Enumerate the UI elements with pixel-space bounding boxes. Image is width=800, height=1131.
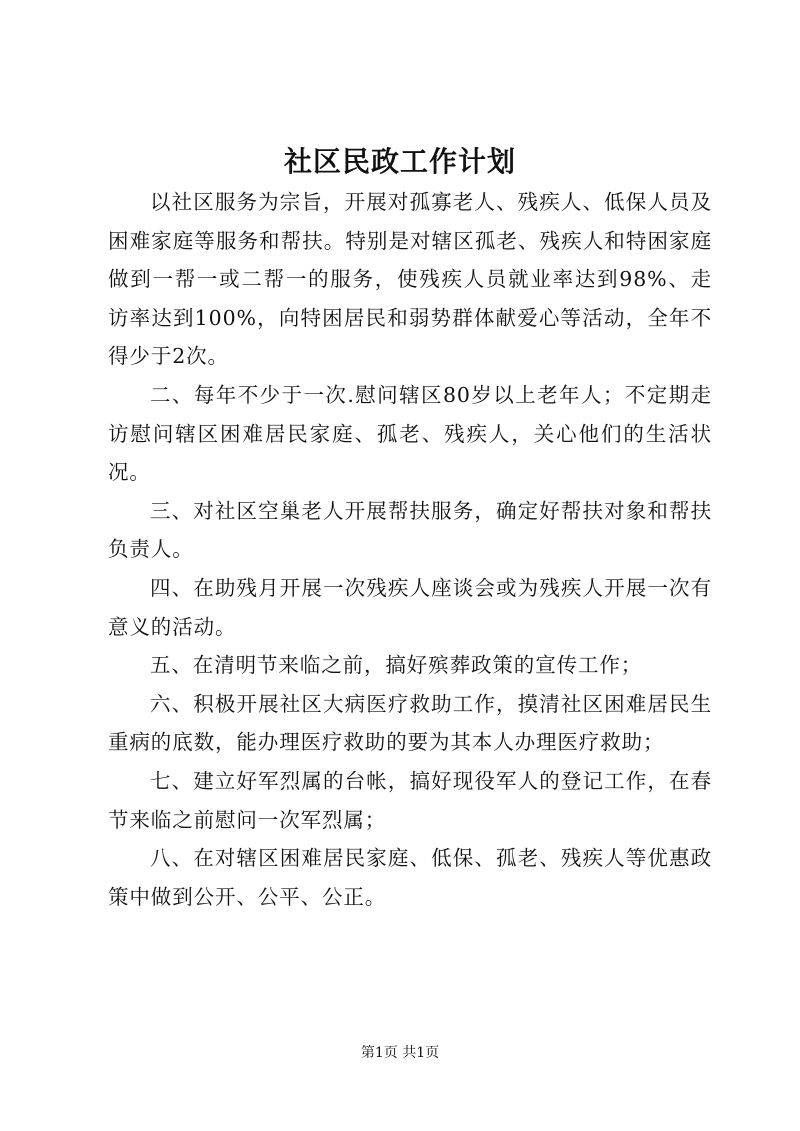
paragraph-item-3: 三、对社区空巢老人开展帮扶服务，确定好帮扶对象和帮扶负责人。 [108,498,712,562]
document-body [108,183,712,916]
paragraph-item-4: 四、在助残月开展一次残疾人座谈会或为残疾人开展一次有意义的活动。 [108,575,712,639]
paragraph-item-6: 六、积极开展社区大病医疗救助工作，摸清社区困难居民生重病的底数，能办理医疗救助的要为其本人办理医疗救助； [108,691,712,755]
paragraph-item-8: 八、在对辖区困难居民家庭、低保、孤老、残疾人等优惠政策中做到公开、公平、公正。 [108,846,712,909]
paragraph-item-2: 二、每年不少于一次.慰问辖区80岁以上老年人；不定期走访慰问辖区困难居民家庭、孤老、残疾人，关心他们的生活状况。 [108,382,712,485]
paragraph-intro: 以社区服务为宗旨，开展对孤寡老人、残疾人、低保人员及困难家庭等服务和帮扶。特别是对辖区孤老、残疾人和特困家庭做到一帮一或二帮一的服务，使残疾人员就业率达到98%、走访率达到100%，向特困居民和弱势群体献爱心等活动，全年不得少于2次。 [108,190,712,369]
paragraph-item-7: 七、建立好军烈属的台帐，搞好现役军人的登记工作，在春节来临之前慰问一次军烈属； [108,768,712,832]
page-number-footer: 第1页 共1页 [360,1045,440,1061]
document-title: 社区民政工作计划 [283,145,516,178]
paragraph-item-5: 五、在清明节来临之前，搞好殡葬政策的宣传工作； [150,653,643,678]
